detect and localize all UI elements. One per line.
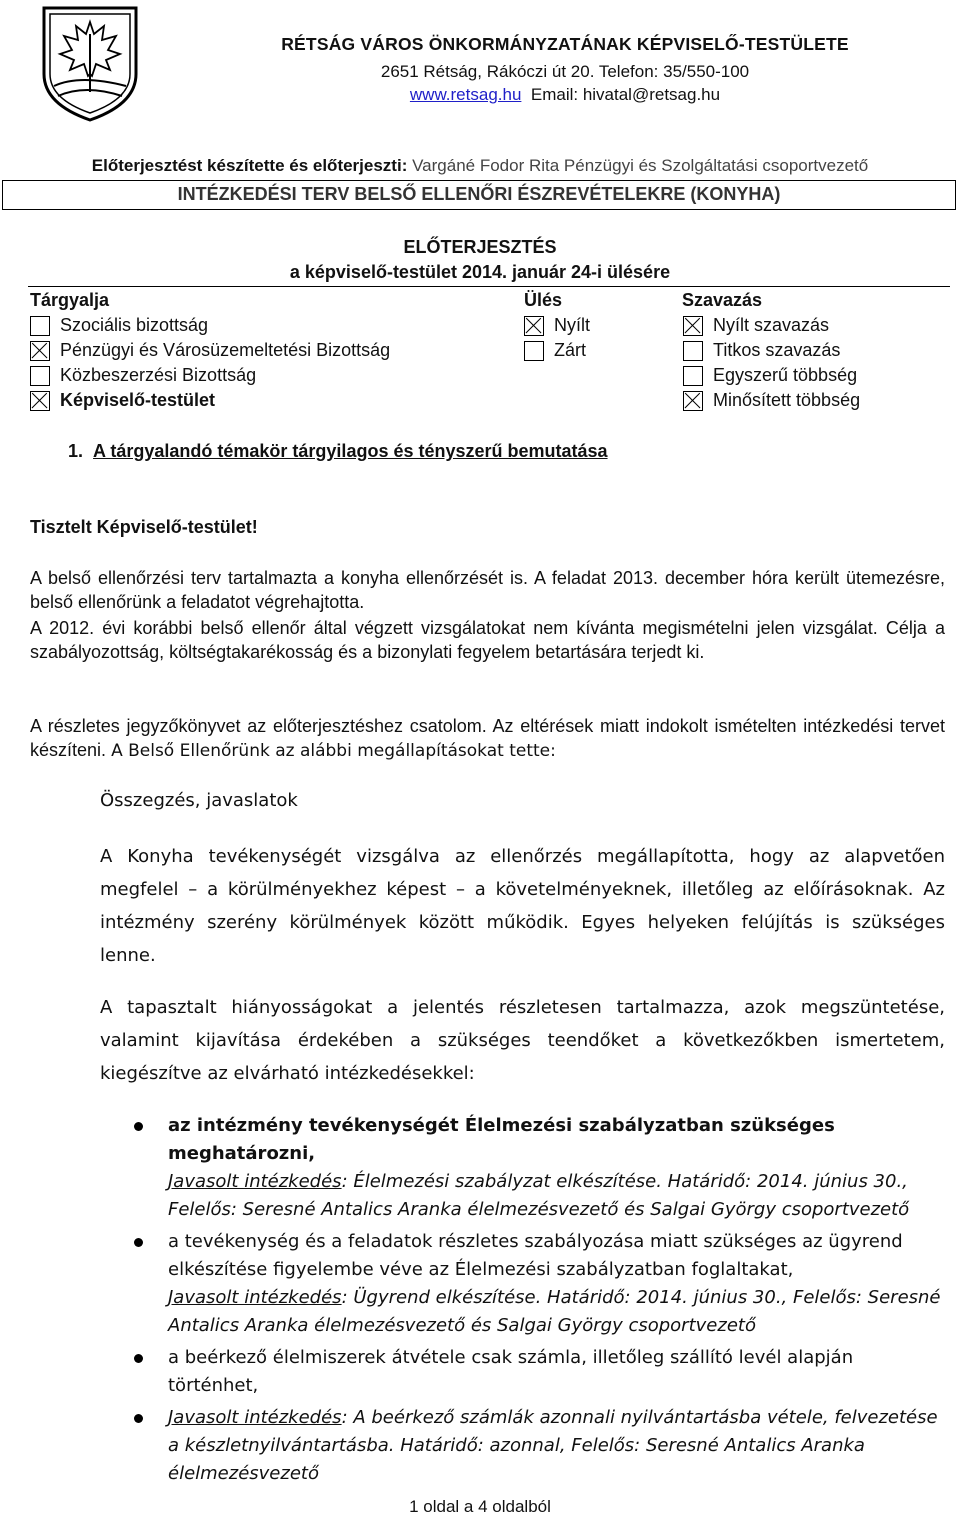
org-name: RÉTSÁG VÁROS ÖNKORMÁNYZATÁNAK KÉPVISELŐ-TESTÜLETE [281,34,849,54]
bullet-icon [134,1354,143,1363]
prepared-by-name: Vargáné Fodor Rita Pénzügyi és Szolgáltatási csoportvezető [412,156,869,175]
session-row-closed[interactable] [524,338,586,363]
prepared-by-line [0,156,960,176]
col-header-treated: Tárgyalja [30,290,110,310]
vote-row-secret[interactable] [683,338,840,363]
email-text: Email: hivatal@retsag.hu [530,85,721,104]
measure-label: Javasolt intézkedés [168,1407,342,1428]
paragraph: A belső ellenőrzési terv tartalmazta a konyha ellenőrzését is. A feladat 2013. december hóra került ütemezésre, belső ellenőrünk a feladatot végrehajtotta. [30,568,945,612]
list-item-main: a beérkező élelmiszerek átvétele csak számla, illetőleg szállító levél alapján történhet, [168,1347,854,1396]
list-item-main: az intézmény tevékenységét Élelmezési szabályzatban szükséges meghatározni, [168,1115,835,1164]
checked-box-icon[interactable] [30,341,50,361]
measure-text: : A beérkező számlák azonnali nyilvántartásba vétele, felvezetése a készletnyilvántartásba. Határidő: azonnal, Felelős: Seresné Antalics Aranka élelmezésvezető [168,1407,938,1484]
paragraph-text: A Belső Ellenőrünk az alábbi megállapításokat tette: [111,741,556,761]
measure-label: Javasolt intézkedés [168,1287,342,1308]
treated-label: Képviselő-testület [60,390,216,410]
paragraph: A 2012. évi korábbi belső ellenőr által végzett vizsgálatokat nem kívánta megismételni jelen vizsgálat. Célja a szabályozottság, költségtakarékosság és a bizonylati fegyelem betartására terjedt ki. [30,618,945,662]
measures-list [132,1112,945,1492]
form-divider [28,286,950,287]
section-number: 1. [68,441,84,461]
checkbox-icon[interactable] [30,316,50,336]
section-heading [68,441,608,462]
list-item-main: a tevékenység és a feladatok részletes szabályozása miatt szükséges az ügyrend elkészítése figyelembe véve az Élelmezési szabályzatban foglaltakat, [168,1231,903,1280]
session-label: Nyílt [554,315,590,335]
vote-row-simple-majority[interactable] [683,363,857,388]
vote-label: Titkos szavazás [713,340,841,360]
city-crest-logo [40,4,140,124]
measure-text: : Élelmezési szabályzat elkészítése. Határidő: 2014. június 30., Felelős: Seresné Antalics Aranka élelmezésvezető és Salgai György csoportvezető [168,1171,910,1220]
treated-label: Pénzügyi és Városüzemeltetési Bizottság [60,340,391,360]
summary-heading: Összegzés, javaslatok [100,790,298,811]
col-header-vote: Szavazás [682,290,763,310]
treated-row-finance[interactable] [30,338,390,363]
measure-text: : Ügyrend elkészítése. Határidő: 2014. június 30., Felelős: Seresné Antalics Aranka élelmezésvezető és Salgai György csoportvezető [168,1287,941,1336]
list-item [132,1228,945,1340]
measure-label: Javasolt intézkedés [168,1171,342,1192]
bullet-icon [134,1238,143,1247]
bullet-icon [134,1122,143,1131]
treated-row-procurement[interactable] [30,363,256,388]
document-title: INTÉZKEDÉSI TERV BELSŐ ELLENŐRI ÉSZREVÉTELEKRE (KONYHA) [2,180,956,210]
checked-box-icon[interactable] [683,316,703,336]
col-header-session: Ülés [524,290,563,310]
vote-label: Nyílt szavazás [713,315,830,335]
vote-label: Minősített többség [713,390,861,410]
vote-label: Egyszerű többség [713,365,858,385]
treated-row-social[interactable] [30,313,208,338]
treated-row-council[interactable] [30,388,215,413]
section-title: A tárgyalandó témakör tárgyilagos és tényszerű bemutatása [93,441,608,461]
session-label: Zárt [554,340,587,360]
proposal-heading: ELŐTERJESZTÉS [403,237,557,257]
vote-row-qualified-majority[interactable] [683,388,860,413]
list-item [132,1112,945,1224]
checked-box-icon[interactable] [683,391,703,411]
summary-paragraph: A tapasztalt hiányosságokat a jelentés részletesen tartalmazza, azok megszüntetése, valamint kijavítása érdekében a szükséges teendőket a következőkben ismertetem, kiegészítve az elvárható intézkedésekkel: [100,997,945,1084]
org-address: 2651 Rétság, Rákóczi út 20. Telefon: 35/550-100 [380,62,750,81]
treated-label: Közbeszerzési Bizottság [60,365,257,385]
prepared-label: Előterjesztést készítette és előterjeszti: [91,156,408,175]
greeting: Tisztelt Képviselő-testület! [30,517,258,537]
org-contact [175,84,955,105]
checkbox-icon[interactable] [683,366,703,386]
summary-paragraph: A Konyha tevékenységét vizsgálva az ellenőrzés megállapította, hogy az alapvetően megfelel – a körülményekhez képest – a követelményeknek, illetőleg az előírásoknak. Az intézmény szerény körülmények között működik. Egyes helyeken felújítás is szükséges lenne. [100,846,945,966]
paragraph [30,714,945,763]
list-item [132,1344,945,1400]
proposal-subheading: a képviselő-testület 2014. január 24-i ülésére [289,262,671,282]
checked-box-icon[interactable] [524,316,544,336]
session-row-open[interactable] [524,313,590,338]
website-link[interactable]: www.retsag.hu [409,85,522,104]
vote-row-open[interactable] [683,313,829,338]
page-footer: 1 oldal a 4 oldalból [409,1497,551,1516]
list-item [132,1404,945,1488]
bullet-icon [134,1414,143,1423]
paragraph-text: A részletes jegyzőkönyvet az előterjesztéshez csatolom. Az eltérések miatt indokolt ismételten intézkedési tervet készíteni. [30,716,945,760]
checked-box-icon[interactable] [30,391,50,411]
checkbox-icon[interactable] [30,366,50,386]
treated-label: Szociális bizottság [60,315,209,335]
checkbox-icon[interactable] [524,341,544,361]
checkbox-icon[interactable] [683,341,703,361]
